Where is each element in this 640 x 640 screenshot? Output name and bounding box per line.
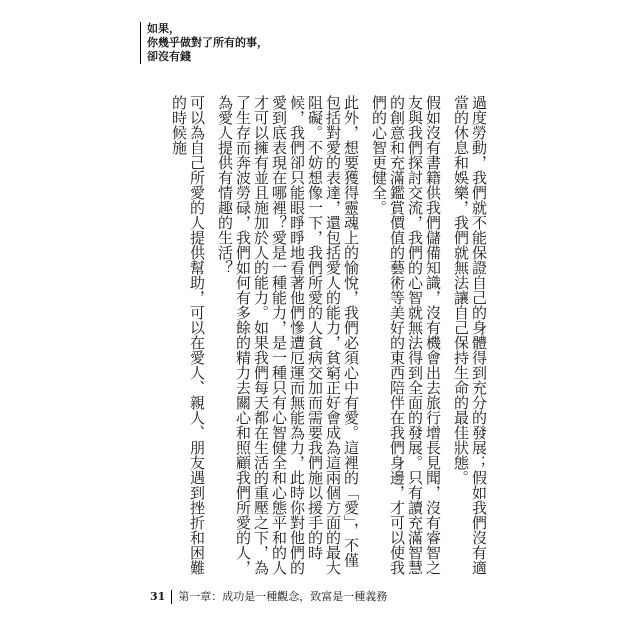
paragraph-3: 此外，想要獲得靈魂上的愉悅，我們必須心中有愛。這裡的「愛」，不僅包括對愛的表達，還包括愛人的能力，貧窮正好會成為這兩個方面的最大阻礙。不妨想像一下，我們所愛的人貧病交加而需要我們施以援手的時候，我們卻只能眼睜睜地看著他們慘遭厄運而無能為力，此時你對他們的愛到底表現在哪裡？愛是一種能力，是一種只有心智健全和心態平和的人才可以擁有並且施加於人的能力。如果我們每天都在生活的重壓之下，為了生存而奔波勞碌，我們如何有多餘的精力去關心和照顧我們所愛的人，為愛人提供有情趣的生活？ <box>216 95 360 575</box>
page-number: 31 <box>150 590 172 604</box>
paragraph-1: 過度勞動，我們就不能保證自己的身體得到充分的發展；假如我們沒有適當的休息和娛樂，我們就無法讓自己保持生命的最佳狀態。 <box>452 95 488 575</box>
paragraph-2: 假如沒有書籍供我們儲備知識，沒有機會出去旅行增長見聞，沒有睿智之友與我們探討交流，我們的心智就無法得到全面的發展。只有讀充滿智慧的創意和充滿鑑賞價值的藝術等美好的東西陪伴在我們身邊，才可以使我們的心智更健全。 <box>370 95 442 575</box>
body-text <box>148 95 488 575</box>
header-line-3: 卻沒有錢 <box>147 50 191 63</box>
chapter-title: 第一章：成功是一種觀念，致富是一種義務 <box>178 590 388 603</box>
paragraph-4: 可以為自己所愛的人提供幫助，可以在愛人、親人、朋友遇到挫折和困難的時候施 <box>170 95 206 575</box>
page-footer <box>150 590 387 604</box>
header-line-2: 你幾乎做對了所有的事， <box>147 36 268 49</box>
header-line-1: 如果， <box>147 22 180 35</box>
running-header <box>140 22 268 64</box>
